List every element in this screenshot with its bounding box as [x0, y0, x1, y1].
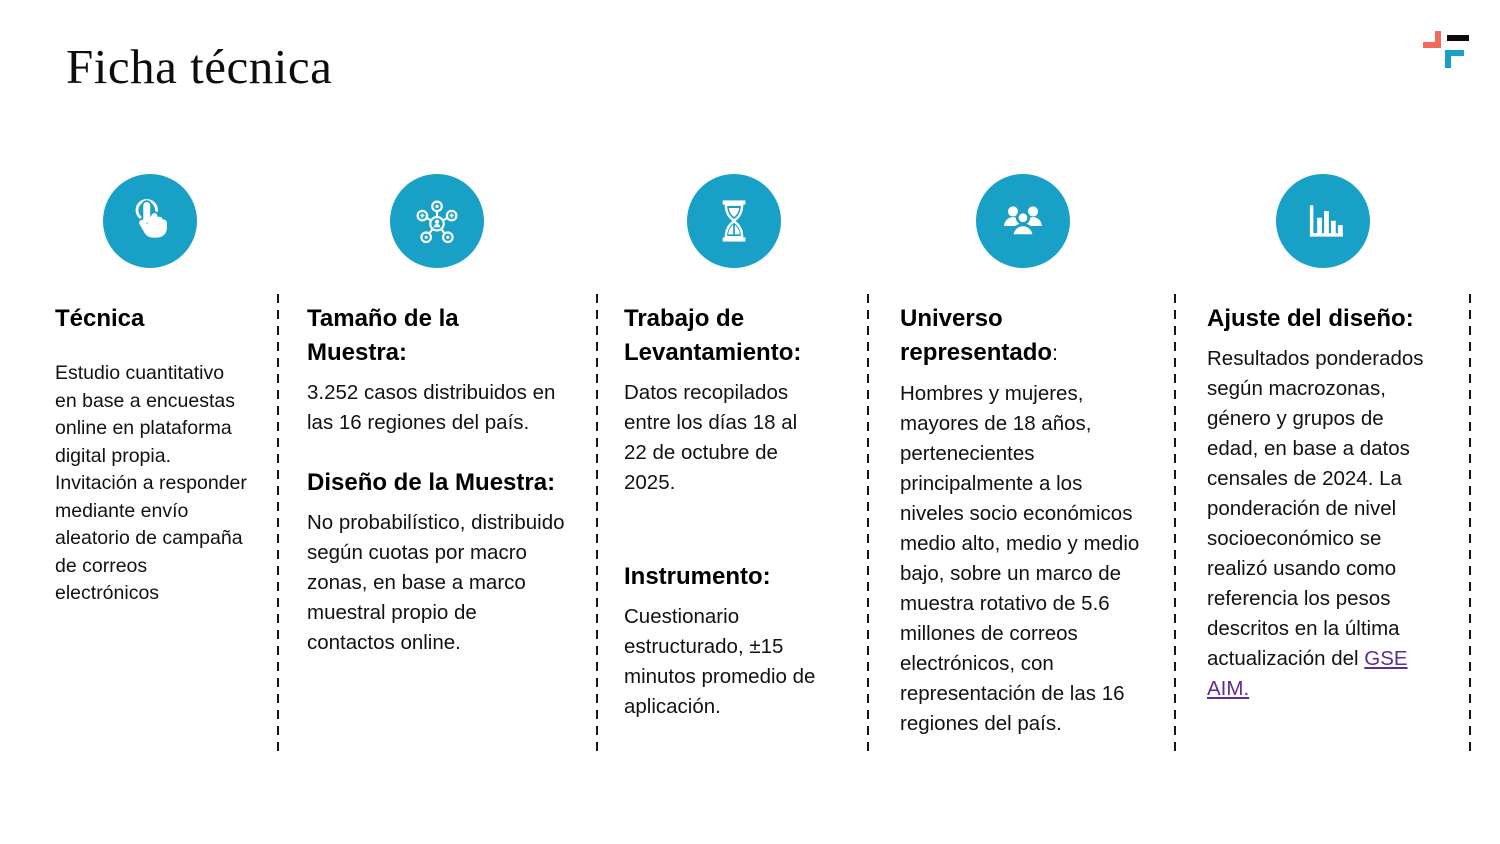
section-heading: Ajuste del diseño:: [1207, 305, 1414, 332]
section-body: 3.252 casos distribuidos en las 16 regiones del país.: [307, 381, 556, 434]
heading-text: Universo representado: [900, 305, 1053, 366]
section-heading: Instrumento:: [624, 563, 771, 590]
logo-coral-corner: [1423, 31, 1441, 48]
section-heading: Diseño de la Muestra:: [307, 469, 556, 496]
section-heading: Técnica: [55, 305, 145, 332]
section-heading: [900, 302, 1150, 371]
gse-aim-link[interactable]: GSE AIM.: [1207, 647, 1408, 700]
section-body: [1207, 344, 1435, 704]
hourglass-icon: [687, 174, 781, 268]
section-heading: Tamaño de la Muestra:: [307, 305, 459, 366]
column-trabajo-levantamiento: [624, 302, 820, 722]
section-body: Datos recopilados entre los días 18 al 22 de octubre de 2025.: [624, 381, 798, 494]
column-ajuste-diseno: [1207, 302, 1435, 704]
column-divider: [1174, 294, 1176, 758]
logo-teal-corner: [1445, 50, 1464, 68]
page-title: Ficha técnica: [66, 39, 333, 94]
column-divider: [1469, 294, 1471, 758]
network-nodes-icon: [390, 174, 484, 268]
column-universo-representado: [900, 302, 1150, 739]
column-tamano-muestra: [307, 302, 565, 658]
column-divider: [596, 294, 598, 758]
column-tecnica: [55, 302, 251, 608]
section-heading: Trabajo de Levantamiento:: [624, 305, 802, 366]
body-text: Resultados ponderados según macrozonas, género y grupos de edad, en base a datos censales de 2024. La ponderación de nivel socioeconómico se realizó usando como referencia los pesos descritos en la última actualización del: [1207, 347, 1424, 670]
section-body: Hombres y mujeres, mayores de 18 años, pertenecientes principalmente a los niveles socio económicos medio alto, medio y medio bajo, sobre un marco de muestra rotativo de 5.6 millones de correos electrónicos, con representación de las 16 regiones del país.: [900, 382, 1140, 735]
heading-colon: :: [1052, 342, 1058, 365]
bar-chart-icon: [1276, 174, 1370, 268]
column-divider: [867, 294, 869, 758]
section-body: Cuestionario estructurado, ±15 minutos promedio de aplicación.: [624, 605, 816, 718]
logo-black-bar: [1447, 35, 1469, 41]
people-group-icon: [976, 174, 1070, 268]
section-body: No probabilístico, distribuido según cuotas por macro zonas, en base a marco muestral propio de contactos online.: [307, 511, 565, 654]
tap-gesture-icon: [103, 174, 197, 268]
column-divider: [277, 294, 279, 758]
section-body: Estudio cuantitativo en base a encuestas online en plataforma digital propia. Invitación a responder mediante envío aleatorio de campaña de correos electrónicos: [55, 362, 247, 604]
brand-logo: [1423, 31, 1470, 69]
